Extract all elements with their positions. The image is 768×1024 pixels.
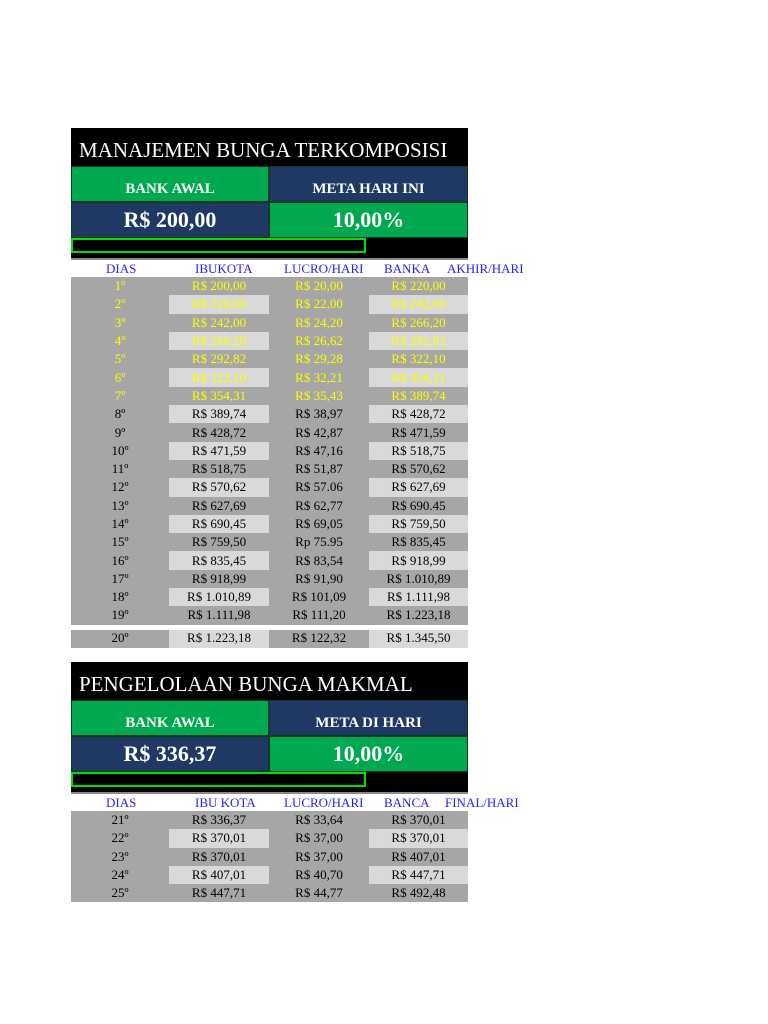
capital-cell[interactable]: R$ 322,10 [169,368,269,386]
capital-cell[interactable]: R$ 336,37 [169,811,269,829]
final-cell[interactable]: R$ 370,01 [369,829,468,847]
capital-cell[interactable]: R$ 220,00 [169,295,269,313]
day-cell[interactable]: 15º [71,533,169,551]
profit-cell[interactable]: R$ 22,00 [269,295,369,313]
profit-cell[interactable]: R$ 57.06 [269,478,369,496]
col-header-capital: IBUKOTA [195,261,253,276]
profit-cell[interactable]: R$ 24,20 [269,314,369,332]
profit-cell[interactable]: R$ 38,97 [269,405,369,423]
bank-value[interactable]: R$ 200,00 [71,202,269,238]
capital-cell[interactable]: R$ 200,00 [169,277,269,295]
table-row [71,314,468,332]
day-cell[interactable]: 25º [71,884,169,902]
col-header-days: DIAS [106,261,137,276]
col-header-profit: LUCRO/HARI [284,795,364,810]
table-row [71,368,468,386]
day-cell[interactable]: 7º [71,387,169,405]
table-row [71,497,468,515]
bank-value[interactable]: R$ 336,37 [71,736,269,772]
day-cell[interactable]: 3º [71,314,169,332]
table-row [71,884,468,902]
table-row [71,515,468,533]
profit-cell[interactable]: R$ 91,90 [269,570,369,588]
final-cell[interactable]: R$ 570,62 [369,460,468,478]
profit-cell[interactable]: R$ 35,43 [269,387,369,405]
capital-cell[interactable]: R$ 759,50 [169,533,269,551]
table-row [71,332,468,350]
final-cell[interactable]: R$ 918,99 [369,551,468,569]
capital-cell[interactable]: R$ 471,59 [169,442,269,460]
table-row [71,625,468,648]
final-cell[interactable]: R$ 759,50 [369,515,468,533]
table-title: PENGELOLAAN BUNGA MAKMAL [71,662,468,700]
day-cell[interactable]: 19º [71,606,169,624]
table-row [71,848,468,866]
day-cell[interactable]: 23º [71,848,169,866]
final-cell[interactable]: R$ 471,59 [369,423,468,441]
final-cell[interactable]: R$ 407,01 [369,848,468,866]
day-cell[interactable]: 16º [71,551,169,569]
col-header-bank: BANCA [384,795,430,810]
table-row [71,533,468,551]
table-row [71,551,468,569]
day-cell[interactable]: 17º [71,570,169,588]
table-row [71,811,468,829]
final-cell[interactable]: R$ 292,82 [369,332,468,350]
final-cell[interactable]: R$ 389,74 [369,387,468,405]
day-cell[interactable]: 6º [71,368,169,386]
table-row [71,405,468,423]
profit-cell[interactable]: R$ 29,28 [269,350,369,368]
capital-cell[interactable]: R$ 518,75 [169,460,269,478]
final-cell[interactable]: R$ 492,48 [369,884,468,902]
capital-cell[interactable]: R$ 428,72 [169,423,269,441]
selection-outline [71,772,366,787]
day-cell[interactable]: 2º [71,295,169,313]
table-row [71,442,468,460]
capital-cell[interactable]: R$ 354,31 [169,387,269,405]
capital-cell[interactable]: R$ 1.111,98 [169,606,269,624]
separator-row [71,238,468,258]
capital-cell[interactable]: R$ 690,45 [169,515,269,533]
day-cell[interactable]: 14º [71,515,169,533]
table-row [71,588,468,606]
selection-outline [71,238,366,253]
profit-cell[interactable]: R$ 42,87 [269,423,369,441]
final-cell[interactable]: R$ 518,75 [369,442,468,460]
table-row [71,387,468,405]
separator-row [71,772,468,792]
day-cell[interactable]: 9º [71,423,169,441]
column-headers [71,792,519,811]
table-row [71,866,468,884]
capital-cell[interactable]: R$ 1.010,89 [169,588,269,606]
day-cell[interactable]: 13º [71,497,169,515]
table-title: MANAJEMEN BUNGA TERKOMPOSISI [71,128,468,166]
final-cell[interactable]: R$ 428,72 [369,405,468,423]
compound-interest-table-2 [71,662,519,902]
final-cell[interactable]: R$ 1.111,98 [369,588,468,606]
profit-cell[interactable]: R$ 37,00 [269,848,369,866]
final-cell[interactable]: R$ 1.345,50 [369,630,468,648]
profit-cell[interactable]: R$ 111,20 [269,606,369,624]
capital-cell[interactable]: R$ 370,01 [169,848,269,866]
capital-cell[interactable]: R$ 1.223,18 [169,630,269,648]
table-row [71,460,468,478]
day-cell[interactable]: 4º [71,332,169,350]
final-cell[interactable]: R$ 690.45 [369,497,468,515]
capital-cell[interactable]: R$ 570,62 [169,478,269,496]
table-body [71,811,468,902]
day-cell[interactable]: 12º [71,478,169,496]
capital-cell[interactable]: R$ 627,69 [169,497,269,515]
day-cell[interactable]: 24º [71,866,169,884]
col-header-days: DIAS [106,795,137,810]
table-body [71,277,468,648]
column-headers [71,258,524,277]
profit-cell[interactable]: R$ 47,16 [269,442,369,460]
final-cell[interactable]: R$ 1.010,89 [369,570,468,588]
day-cell[interactable]: 8º [71,405,169,423]
capital-cell[interactable]: R$ 835,45 [169,551,269,569]
profit-cell[interactable]: R$ 62,77 [269,497,369,515]
table-row [71,423,468,441]
capital-cell[interactable]: R$ 292,82 [169,350,269,368]
profit-cell[interactable]: R$ 101,09 [269,588,369,606]
final-cell[interactable]: R$ 220,00 [369,277,468,295]
table-row [71,478,468,496]
final-cell[interactable]: R$ 370,01 [369,811,468,829]
final-cell[interactable]: R$ 242,00 [369,295,468,313]
table-row [71,295,468,313]
table-row [71,570,468,588]
capital-cell[interactable]: R$ 266,20 [169,332,269,350]
meta-label: META HARI INI [269,166,468,202]
capital-cell[interactable]: R$ 918,99 [169,570,269,588]
day-cell[interactable]: 10º [71,442,169,460]
table-row [71,829,468,847]
final-cell[interactable]: R$ 354,31 [369,368,468,386]
final-cell[interactable]: R$ 447,71 [369,866,468,884]
day-cell[interactable]: 20º [71,630,169,648]
capital-cell[interactable]: R$ 389,74 [169,405,269,423]
final-cell[interactable]: R$ 322,10 [369,350,468,368]
bank-label: BANK AWAL [71,166,269,202]
profit-cell[interactable]: R$ 26,62 [269,332,369,350]
profit-cell[interactable]: R$ 20,00 [269,277,369,295]
day-cell[interactable]: 11º [71,460,169,478]
day-cell[interactable]: 1º [71,277,169,295]
profit-cell[interactable]: R$ 44,77 [269,884,369,902]
profit-cell[interactable]: R$ 51,87 [269,460,369,478]
col-header-final: AKHIR/HARI [447,261,524,276]
col-header-final: FINAL/HARI [445,795,519,810]
meta-value[interactable]: 10,00% [269,736,468,772]
profit-cell[interactable]: R$ 32,21 [269,368,369,386]
profit-cell[interactable]: R$ 33,64 [269,811,369,829]
table-row [71,277,468,295]
col-header-capital: IBU KOTA [195,795,256,810]
capital-cell[interactable]: R$ 447,71 [169,884,269,902]
col-header-profit: LUCRO/HARI [284,261,364,276]
compound-interest-table-1 [71,128,524,648]
final-cell[interactable]: R$ 1.223,18 [369,606,468,624]
meta-value[interactable]: 10,00% [269,202,468,238]
capital-cell[interactable]: R$ 370,01 [169,829,269,847]
profit-cell[interactable]: Rp 75.95 [269,533,369,551]
day-cell[interactable]: 22º [71,829,169,847]
profit-cell[interactable]: R$ 40,70 [269,866,369,884]
capital-cell[interactable]: R$ 242,00 [169,314,269,332]
day-cell[interactable]: 5º [71,350,169,368]
final-cell[interactable]: R$ 266,20 [369,314,468,332]
profit-cell[interactable]: R$ 122,32 [269,630,369,648]
day-cell[interactable]: 18º [71,588,169,606]
profit-cell[interactable]: R$ 83,54 [269,551,369,569]
col-header-bank: BANKA [384,261,431,276]
table-row [71,350,468,368]
meta-label: META DI HARI [269,700,468,736]
table-row [71,606,468,624]
final-cell[interactable]: R$ 627,69 [369,478,468,496]
bank-label: BANK AWAL [71,700,269,736]
capital-cell[interactable]: R$ 407,01 [169,866,269,884]
profit-cell[interactable]: R$ 69,05 [269,515,369,533]
final-cell[interactable]: R$ 835,45 [369,533,468,551]
day-cell[interactable]: 21º [71,811,169,829]
profit-cell[interactable]: R$ 37,00 [269,829,369,847]
